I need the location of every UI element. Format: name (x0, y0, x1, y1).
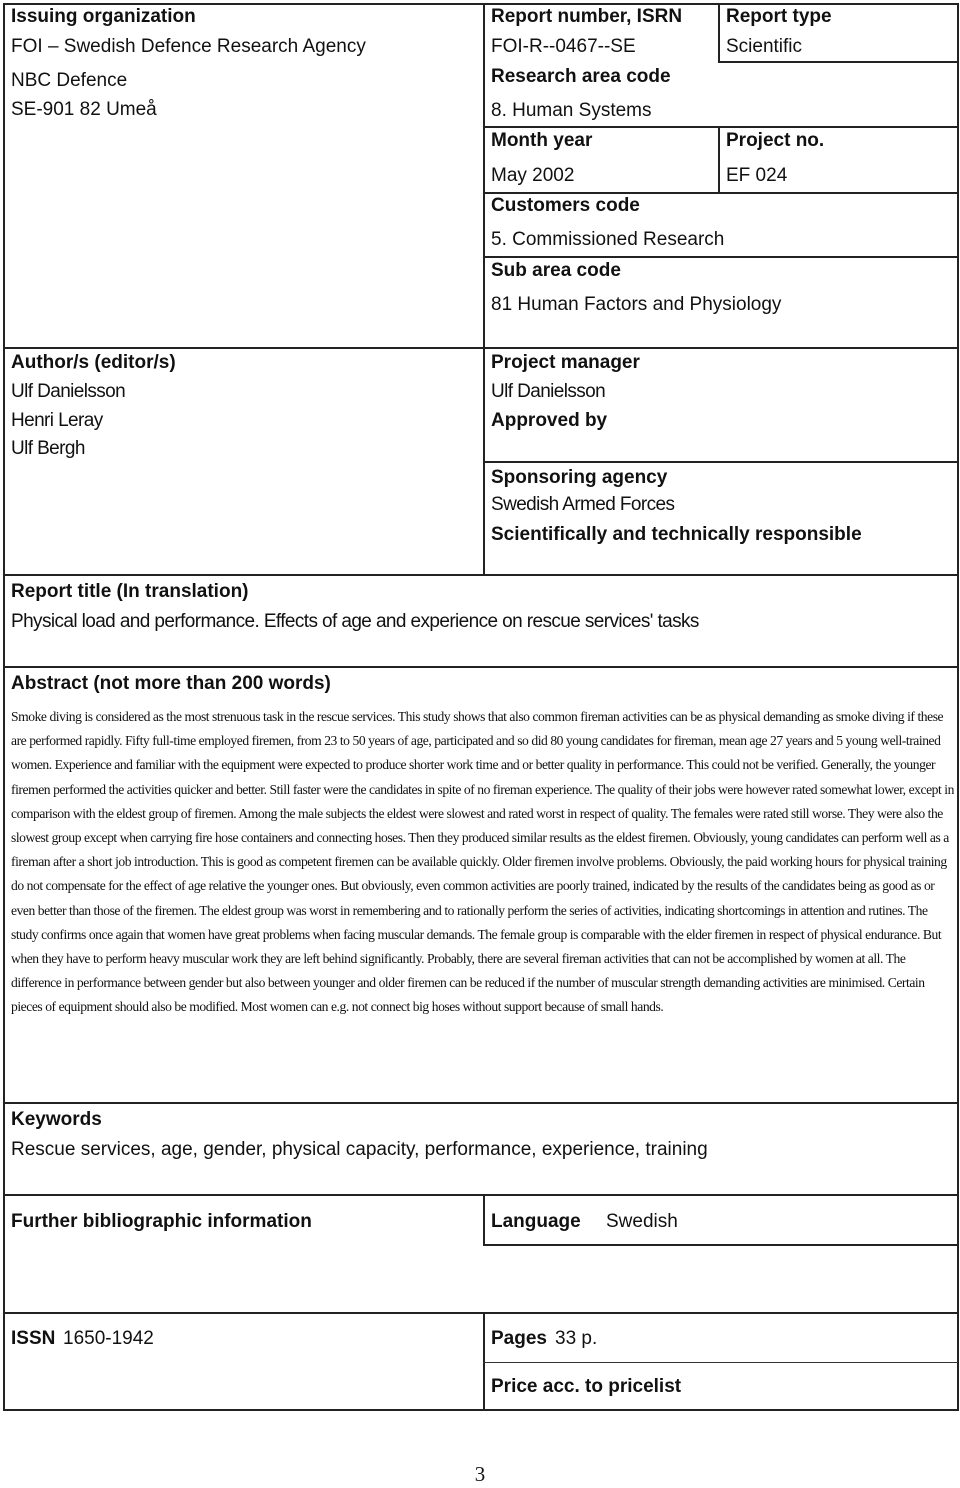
project-manager-label: Project manager (491, 352, 640, 373)
project-no-value: EF 024 (726, 165, 788, 186)
report-number-value: FOI-R--0467--SE (491, 36, 636, 57)
customers-code-value: 5. Commissioned Research (491, 229, 725, 250)
author-name: Ulf Bergh (11, 438, 85, 459)
issuing-organization-name: FOI – Swedish Defence Research Agency (11, 36, 366, 57)
issn-value: 1650-1942 (63, 1328, 154, 1349)
divider-report-type (718, 3, 720, 63)
approved-by-label: Approved by (491, 410, 608, 431)
sub-area-code-label: Sub area code (491, 260, 621, 281)
keywords-value: Rescue services, age, gender, physical capacity, performance, experience, training (11, 1139, 708, 1160)
divider-project-no (718, 126, 720, 192)
divider-authors-top (3, 347, 959, 349)
divider-customers-top (483, 192, 958, 194)
pages-label: Pages (491, 1328, 547, 1349)
issuing-organization-label: Issuing organization (11, 6, 196, 27)
month-year-value: May 2002 (491, 165, 575, 186)
pages-value: 33 p. (555, 1328, 598, 1349)
abstract-label: Abstract (not more than 200 words) (11, 673, 331, 694)
border-top (3, 3, 959, 5)
divider-subarea-top (483, 256, 958, 258)
authors-label: Author/s (editor/s) (11, 352, 176, 373)
sponsoring-agency-label: Sponsoring agency (491, 467, 668, 488)
responsible-label: Scientifically and technically responsible (491, 524, 862, 545)
language-label: Language (491, 1211, 581, 1232)
border-bottom (3, 1409, 959, 1411)
divider-sponsoring-top (483, 461, 958, 463)
research-area-value: 8. Human Systems (491, 100, 652, 121)
divider-report-type-bottom (718, 61, 958, 63)
sub-area-code-value: 81 Human Factors and Physiology (491, 294, 782, 315)
issuing-organization-division: NBC Defence (11, 70, 128, 91)
divider-price-top (483, 1362, 958, 1363)
divider-vertical-top (483, 3, 485, 348)
divider-language-left (483, 1194, 485, 1246)
abstract-text: Smoke diving is considered as the most strenuous task in the rescue services. This study shows that also common fireman activities can be as physical demanding as smoke diving if these are performed rapidly. Fifty full-time employed firemen, from 23 to 50 years of age, participated and so did 80 young candidates for fireman, mean age 27 years and 5 young well-trained women. Experience and familiar with the equipment were expected to produce shorter work time and or better quality in performance. This could not be verified. Generally, the younger firemen performed the activities quicker and better. Still faster were the candidates in spite of no fireman experience. The quality of their jobs were however rated somewhat lower, except in comparison with the eldest group of firemen. Among the male subjects the eldest were slowest and rated worst in respect of quality. The females were rated still worse. They were also the slowest group except when carrying fire hose containers and connecting hoses. Then they produced similar results as the eldest firemen. Obviously, young candidates can perform well as a fireman after a short job introduction. This is good as competent firemen can be available quickly. Older firemen involve problems. Obviously, the paid working hours for physical training do not compensate for the effect of age relative the younger ones. But obviously, even common activities are poorly trained, indicated by the results of the candidates being as good as or even better than those of the firemen. The eldest group was worst in remembering and to rationally perform the series of activities, indicating shortcomings in attention and rutines. The study confirms once again that women have great problems when facing muscular demands. The female group is comparable with the elder firemen in respect of physical endurance. But when they have to perform heavy muscular work they are left behind significantly. Probably, there are several fireman activities that can not be accomplished by women at all. The difference in performance between gender but also between younger and older firemen can be reduced if the number of muscular strength demanding activities are minimised. Certain pieces of equipment should also be modified. Most women can e.g. not connect big hoses without support because of small hands. (11, 709, 954, 1015)
border-right (957, 3, 959, 1411)
month-year-label: Month year (491, 130, 593, 151)
divider-month-year-top (483, 126, 958, 128)
author-name: Henri Leray (11, 410, 103, 431)
issn-label: ISSN (11, 1328, 56, 1349)
report-type-label: Report type (726, 6, 832, 27)
divider-vertical-issn (483, 1312, 485, 1410)
report-number-label: Report number, ISRN (491, 6, 683, 27)
language-value: Swedish (606, 1211, 678, 1232)
keywords-label: Keywords (11, 1109, 102, 1130)
further-info-label: Further bibliographic information (11, 1211, 312, 1232)
issuing-organization-address: SE-901 82 Umeå (11, 99, 157, 120)
divider-keywords-top (3, 1102, 959, 1104)
author-name: Ulf Danielsson (11, 381, 126, 402)
sponsoring-agency-value: Swedish Armed Forces (491, 494, 675, 515)
divider-abstract-top (3, 666, 959, 668)
customers-code-label: Customers code (491, 195, 640, 216)
project-no-label: Project no. (726, 130, 825, 151)
report-title-value: Physical load and performance. Effects of age and experience on rescue services' tasks (11, 611, 699, 632)
report-type-value: Scientific (726, 36, 803, 57)
divider-title-top (3, 574, 959, 576)
divider-further-top (3, 1194, 959, 1196)
report-title-label: Report title (In translation) (11, 581, 249, 602)
price-label: Price acc. to pricelist (491, 1376, 682, 1397)
divider-issn-top (3, 1312, 959, 1314)
divider-language-bottom (483, 1244, 958, 1246)
page-number: 3 (474, 1462, 486, 1486)
project-manager-value: Ulf Danielsson (491, 381, 606, 402)
research-area-label: Research area code (491, 66, 671, 87)
border-left (3, 3, 5, 1411)
